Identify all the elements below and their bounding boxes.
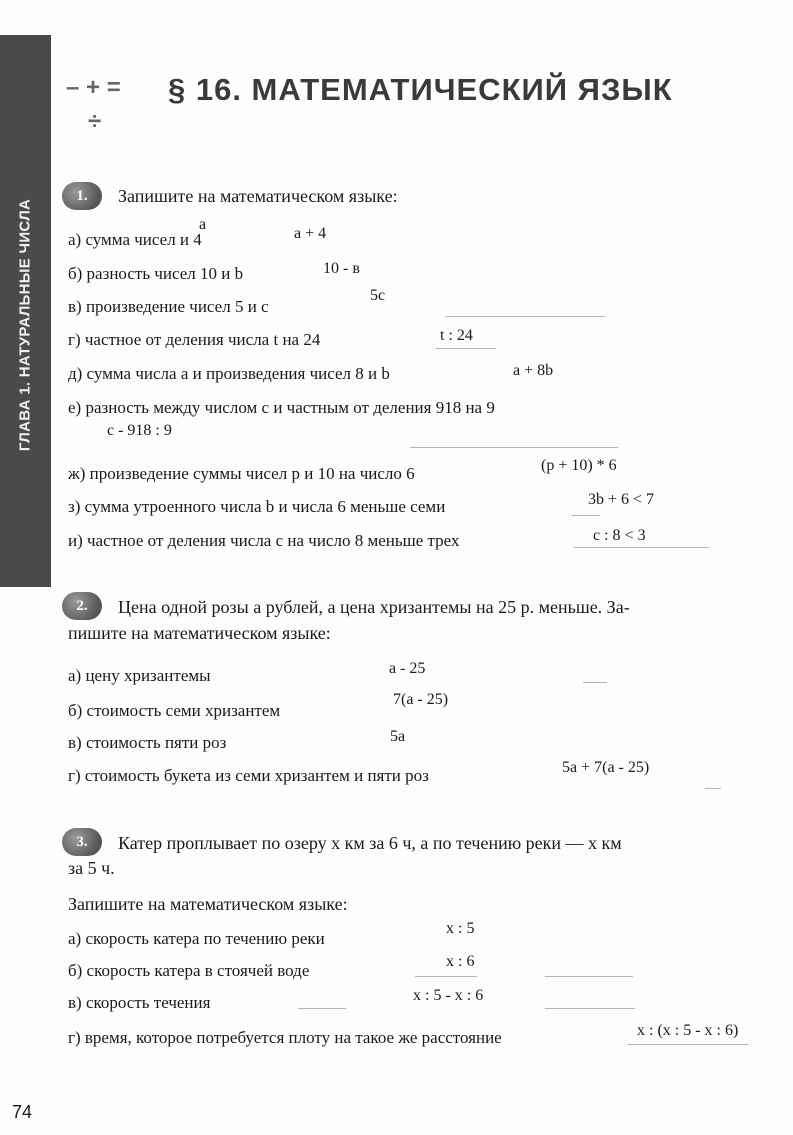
task3-item-b: б) скорость катера в стоячей воде	[68, 961, 310, 980]
task2-item-c: в) стоимость пяти роз	[68, 733, 227, 752]
task3-item-d: г) время, которое потребуется плоту на такое же расстояние	[68, 1028, 502, 1047]
task1-answer-a: a + 4	[294, 225, 327, 242]
task3-prompt-line3: Запишите на математическом языке:	[68, 894, 348, 914]
task1-answer-c: 5c	[370, 287, 386, 304]
task1-answer-d: t : 24	[440, 327, 473, 344]
task2-answer-b: 7(a - 25)	[393, 691, 449, 708]
task1-item-h: з) сумма утроенного числа b и числа 6 меньше семи	[68, 497, 446, 516]
math-operators-icon: – + =	[66, 74, 121, 101]
task2-prompt-line1: Цена одной розы a рублей, а цена хризантемы на 25 р. меньше. За-	[118, 597, 630, 617]
task3-answer-a: x : 5	[446, 920, 475, 937]
task1-item-a: а) сумма чисел и 4	[68, 230, 202, 249]
task2-answer-d: 5a + 7(a - 25)	[562, 759, 650, 776]
task3-prompt-line2: за 5 ч.	[68, 858, 115, 878]
task1-answer-i: c : 8 < 3	[593, 527, 646, 544]
task1-prompt: Запишите на математическом языке:	[118, 186, 398, 206]
task1-item-i: и) частное от деления числа c на число 8 меньше трех	[68, 531, 460, 550]
task-badge-2: 2.	[62, 592, 102, 620]
task3-prompt-line1: Катер проплывает по озеру x км за 6 ч, а по течению реки — x км	[118, 833, 622, 853]
task3-answer-c: x : 5 - x : 6	[413, 987, 484, 1004]
task-badge-1: 1.	[62, 182, 102, 210]
task1-item-d: г) частное от деления числа t на 24	[68, 330, 321, 349]
task3-answer-d: x : (x : 5 - x : 6)	[637, 1022, 739, 1039]
task2-answer-a: a - 25	[389, 660, 426, 677]
task2-prompt-line2: пишите на математическом языке:	[68, 623, 331, 643]
task2-item-b: б) стоимость семи хризантем	[68, 701, 281, 720]
task2-answer-c: 5a	[390, 728, 406, 745]
task1-item-f: е) разность между числом c и частным от деления 918 на 9	[68, 398, 495, 417]
task-badge-3: 3.	[62, 828, 102, 856]
task1-answer-h: 3b + 6 < 7	[588, 491, 655, 508]
task3-item-a: а) скорость катера по течению реки	[68, 929, 325, 948]
task1-item-a-handwritten: a	[199, 216, 207, 233]
division-sign-icon: ÷	[88, 108, 102, 135]
task1-answer-e: a + 8b	[513, 362, 554, 379]
chapter-title: ГЛАВА 1. НАТУРАЛЬНЫЕ ЧИСЛА	[16, 198, 34, 452]
page-title: § 16. МАТЕМАТИЧЕСКИЙ ЯЗЫК	[168, 72, 673, 107]
chapter-side-tab	[0, 35, 51, 587]
task3-answer-b: x : 6	[446, 953, 475, 970]
task1-answer-b: 10 - в	[323, 260, 360, 277]
task1-item-e: д) сумма числа a и произведения чисел 8 и b	[68, 364, 390, 383]
task1-item-b: б) разность чисел 10 и b	[68, 264, 244, 283]
task1-item-c: в) произведение чисел 5 и c	[68, 297, 269, 316]
task3-item-c: в) скорость течения	[68, 993, 211, 1012]
task2-item-d: г) стоимость букета из семи хризантем и пяти роз	[68, 766, 429, 785]
task1-answer-f: c - 918 : 9	[107, 422, 172, 439]
task1-item-g: ж) произведение суммы чисел p и 10 на число 6	[68, 464, 415, 483]
task1-answer-g: (p + 10) * 6	[541, 457, 617, 474]
task2-item-a: а) цену хризантемы	[68, 666, 211, 685]
page-number: 74	[12, 1102, 33, 1122]
